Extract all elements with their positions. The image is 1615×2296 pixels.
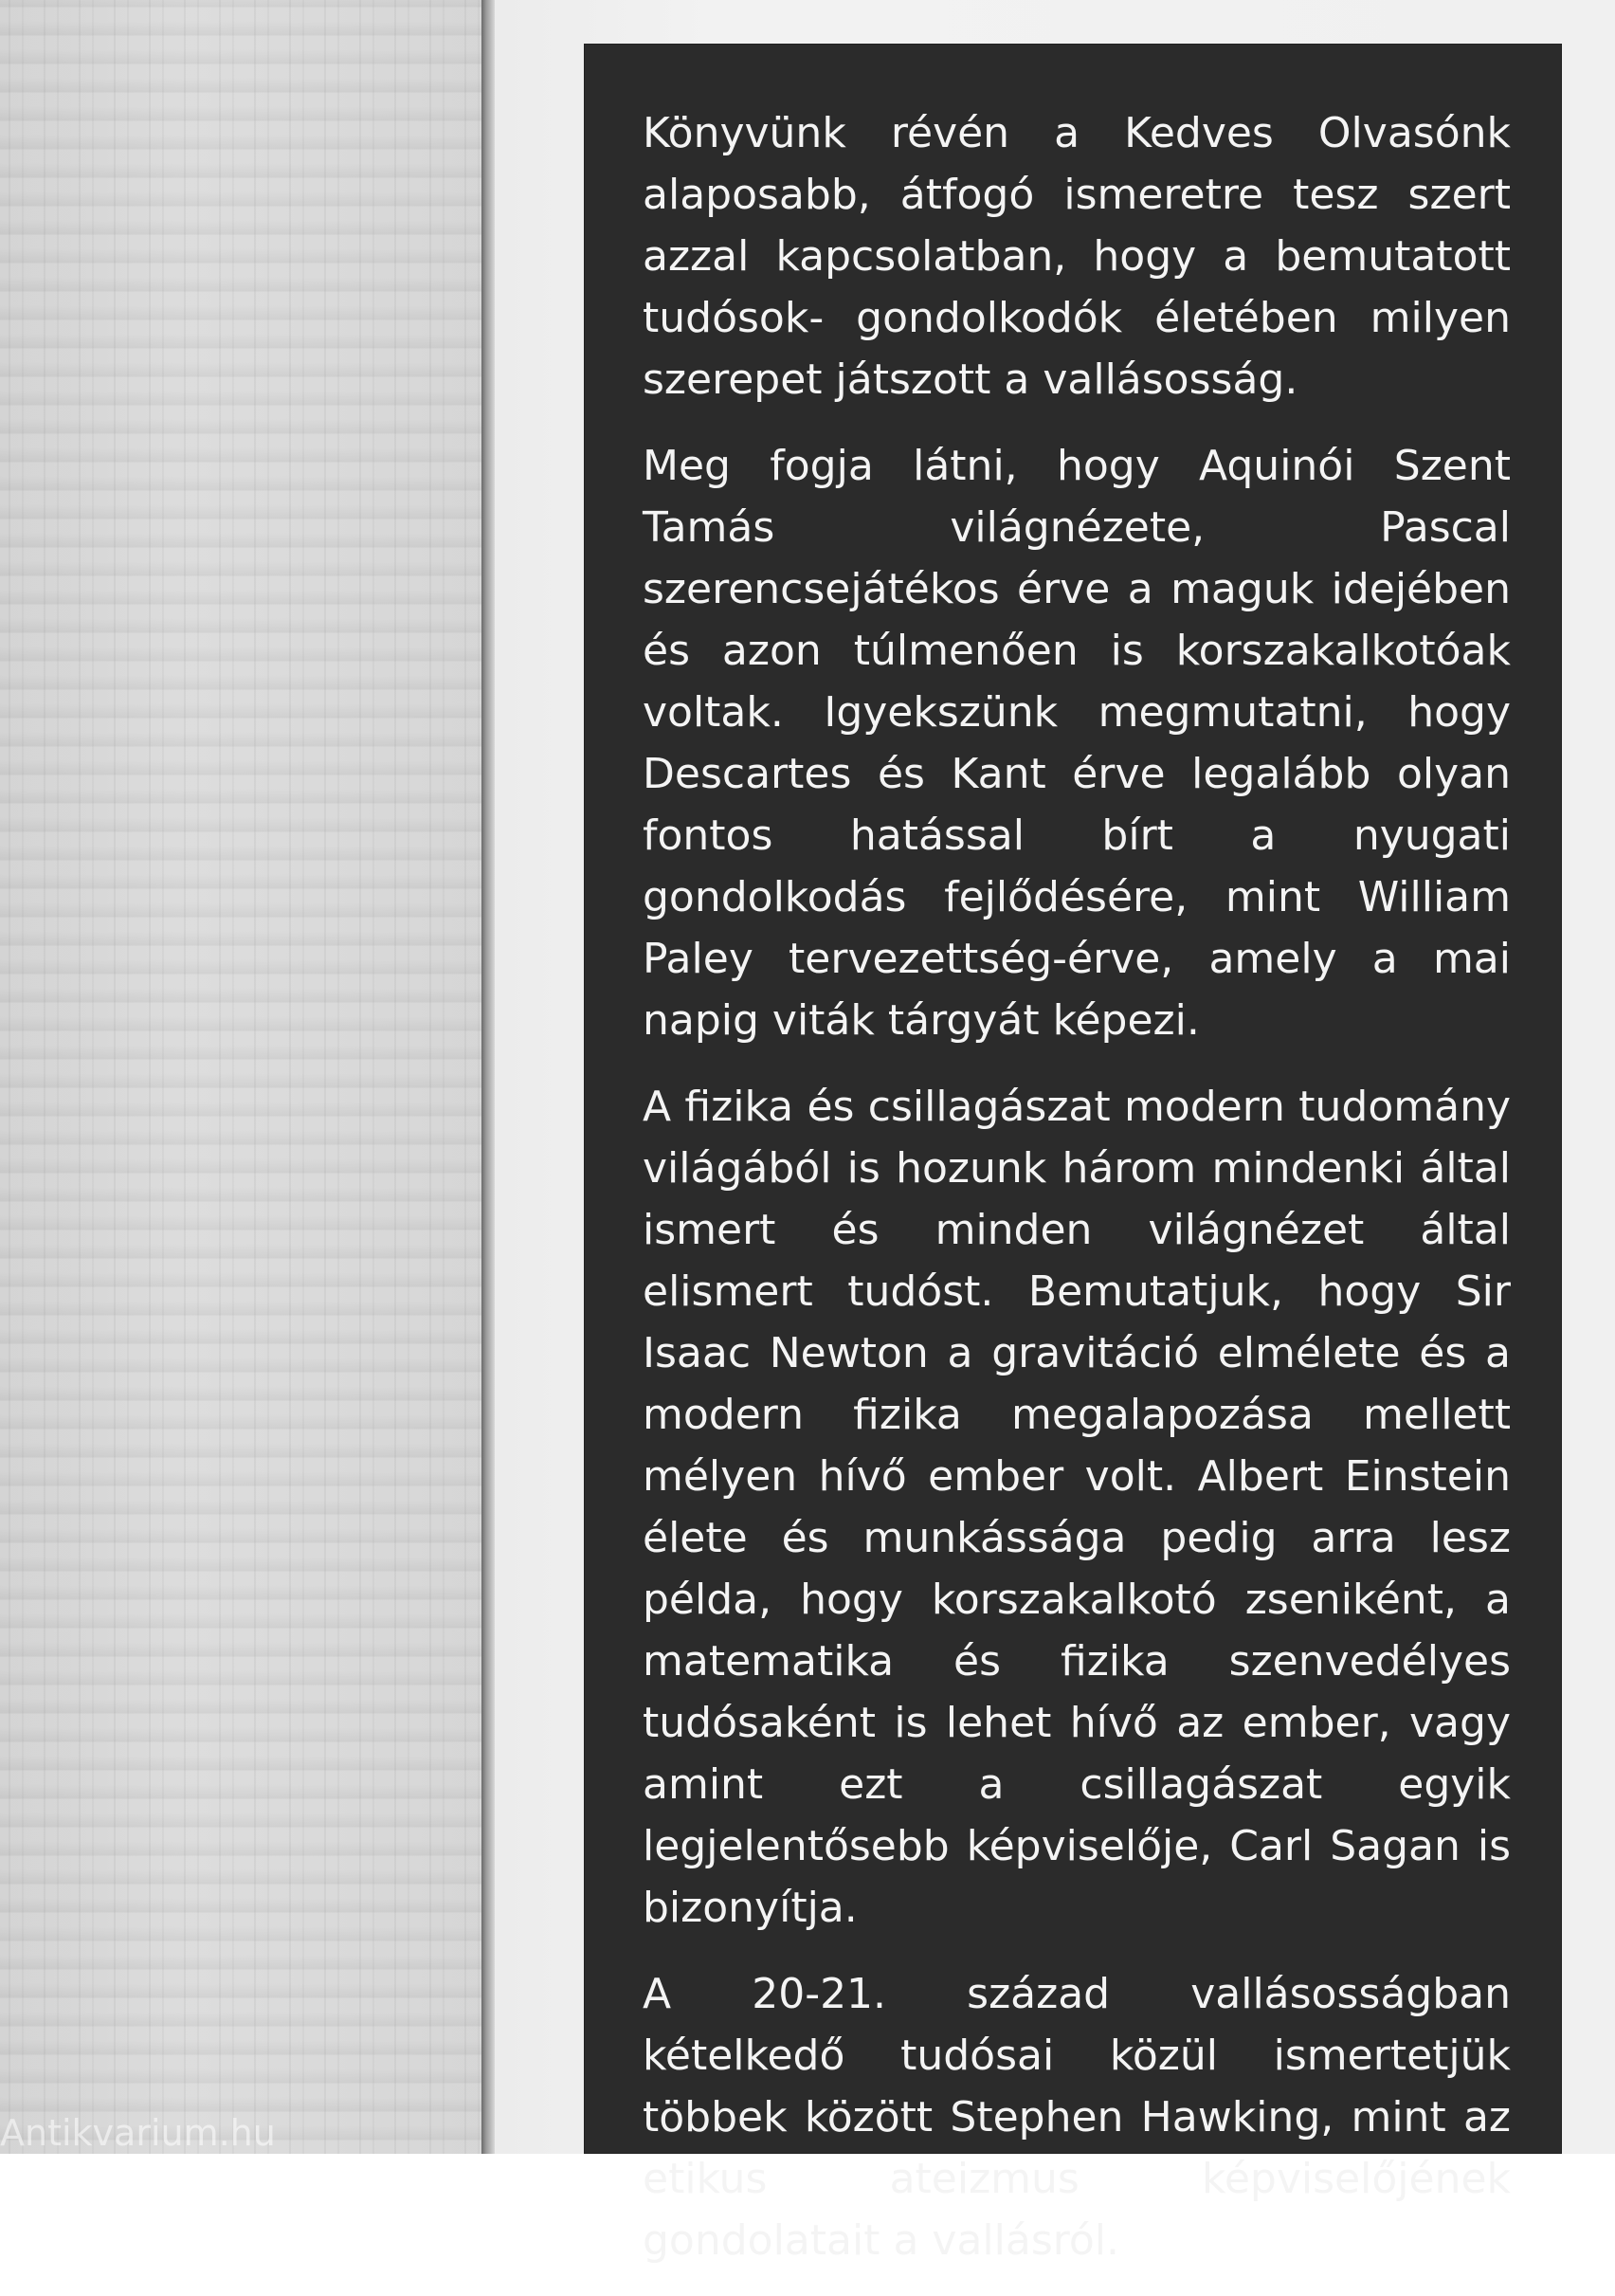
book-edge [481, 0, 495, 2154]
paragraph-2: Meg fogja látni, hogy Aquinói Szent Tamás világnézete, Pascal szerencsejátékos érve a maguk idejében és azon túlmenően is korszakalkotóak voltak. Igyekszünk megmutatni, hogy Descartes és Kant érve legalább olyan fontos hatással bírt a nyugati gondolkodás fejlődésére, mint William Paley tervezettség-érve, amely a mai napig viták tárgyát képezi. [643, 442, 1511, 1045]
paragraph-3: A fizika és csillagászat modern tudomány világából is hozunk három mindenki által ismert és minden világnézet által elismert tudóst. Bemutatjuk, hogy Sir Isaac Newton a gravitáció elmélete és a modern fizika megalapozása mellett mélyen hívő ember volt. Albert Einstein élete és munkássága pedig arra lesz példa, hogy korszakalkotó zseniként, a matematika és fizika szenvedélyes tudósaként is lehet hívő az ember, vagy amint ezt a csillagászat egyik legjelentősebb képviselője, Carl Sagan is bizonyítja. [643, 1083, 1511, 1932]
dark-text-panel [584, 44, 1562, 2265]
paragraph-4: A 20-21. század vallásosságban kételkedő tudósai közül ismertetjük többek között Stephen Hawking, mint az etikus ateizmus képviselőjének gondolatait a vallásról. [643, 1970, 1511, 2265]
panel-body-text [643, 102, 1511, 2296]
textured-surface [0, 0, 481, 2154]
paragraph-1: Könyvünk révén a Kedves Olvasónk alaposabb, átfogó ismeretre tesz szert azzal kapcsolatban, hogy a bemutatott tudósok- gondolkodók életében milyen szerepet játszott a vallásosság. [643, 109, 1511, 404]
watermark: Antikvarium.hu [0, 2112, 276, 2154]
